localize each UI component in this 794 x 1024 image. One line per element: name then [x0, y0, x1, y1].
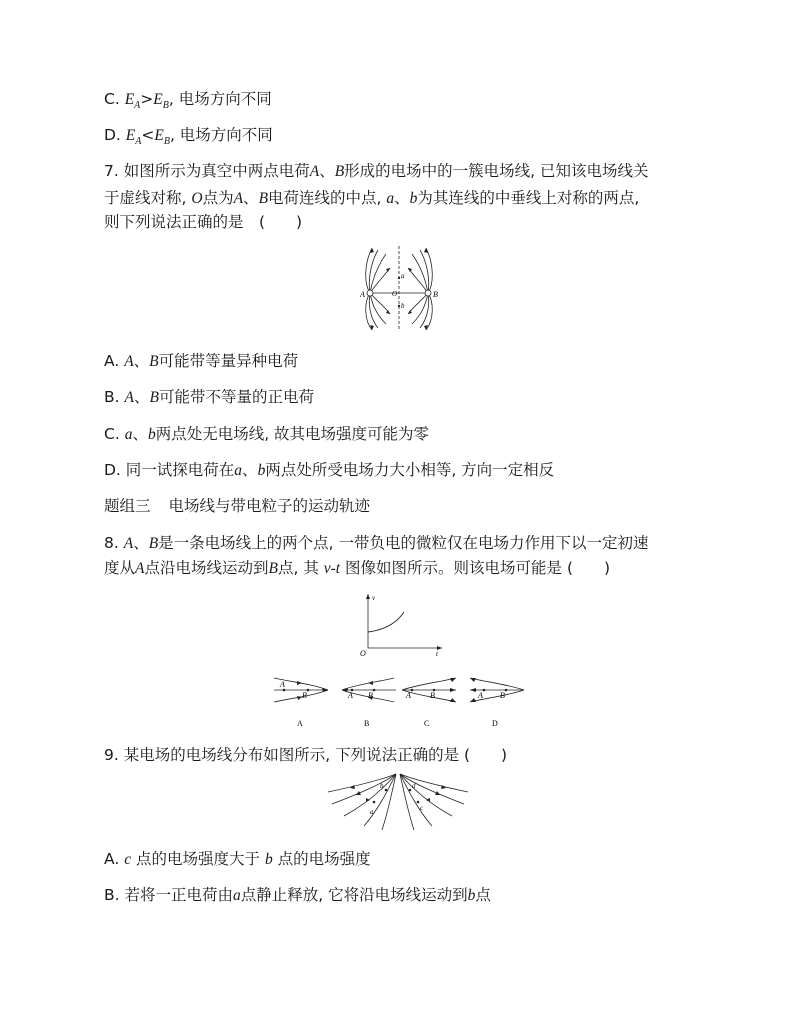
q8-choice-b-figure [338, 670, 398, 732]
option-d-prev: D. $E_A<E_B$, 电场方向不同 [104, 126, 273, 148]
q8-choice-a-figure [272, 670, 332, 732]
q8-choice-b-label: B [364, 719, 370, 728]
q9-label-d: d [412, 782, 416, 790]
q7-option-d: D. 同一试探电荷在a、b两点处所受电场力大小相等, 方向一定相反 [104, 461, 555, 479]
q8-choice-c-point-a: A [406, 691, 411, 700]
q9-label-b: b [380, 782, 384, 790]
q7-stem-line-3: 则下列说法正确的是 ( ) [104, 213, 303, 231]
q7-option-c: C. a、b两点处无电场线, 故其电场强度可能为零 [104, 425, 430, 443]
q8-choice-c-point-b: B [430, 691, 435, 700]
q7-label-o: O [392, 290, 398, 298]
q7-option-a: A. A、B可能带等量异种电荷 [104, 352, 299, 370]
q8-graph-o-label: O [360, 649, 366, 658]
q7-label-b-charge: B [433, 290, 438, 299]
q8-choice-c-label: C [424, 719, 430, 728]
q8-stem-line-1: 8. A、B是一条电场线上的两个点, 一带负电的微粒仅在电场力作用下以一定初速 [104, 534, 649, 552]
q8-choice-b-point-b: B [368, 691, 373, 700]
q8-vt-graph [356, 590, 446, 660]
q8-graph-v-label: v [372, 594, 376, 602]
q8-choice-d-point-a: A [478, 691, 483, 700]
q7-field-figure [360, 244, 440, 332]
q8-choice-a-point-b: B [302, 691, 307, 700]
q7-label-a-charge: A [360, 290, 365, 299]
q7-label-a-point: a [401, 272, 405, 280]
q8-stem-line-2: 度从A点沿电场线运动到B点, 其 v-t 图像如图所示。则该电场可能是 ( ) [104, 559, 611, 577]
q8-choice-c-figure [400, 670, 460, 732]
q9-option-b: B. 若将一正电荷由a点静止释放, 它将沿电场线运动到b点 [104, 886, 491, 904]
q7-option-b: B. A、B可能带不等量的正电荷 [104, 388, 314, 406]
q9-option-a: A. c 点的电场强度大于 b 点的电场强度 [104, 850, 371, 868]
q8-choice-b-point-a: A [348, 691, 353, 700]
q8-choice-d-figure [466, 670, 528, 732]
q8-graph-t-label: t [436, 650, 438, 658]
q7-stem-line-1: 7. 如图所示为真空中两点电荷A、B形成的电场中的一簇电场线, 已知该电场线关 [104, 162, 649, 180]
q8-choice-d-point-b: B [500, 691, 505, 700]
q9-field-figure [326, 772, 470, 832]
q8-choice-a-label: A [297, 719, 303, 728]
q9-label-c: c [420, 804, 424, 812]
q9-stem: 9. 某电场的电场线分布如图所示, 下列说法正确的是 ( ) [104, 746, 508, 764]
section-heading: 题组三 电场线与带电粒子的运动轨迹 [104, 497, 371, 515]
q9-label-a: a [370, 808, 374, 816]
q7-stem-line-2: 于虚线对称, O点为A、B电荷连线的中点, a、b为其连线的中垂线上对称的两点, [104, 189, 640, 207]
q7-label-b-point: b [401, 302, 405, 310]
q8-choice-a-point-a: A [280, 680, 285, 689]
q8-choice-d-label: D [492, 719, 498, 728]
option-c-prev: C. $E_A>E_B$, 电场方向不同 [104, 90, 272, 112]
